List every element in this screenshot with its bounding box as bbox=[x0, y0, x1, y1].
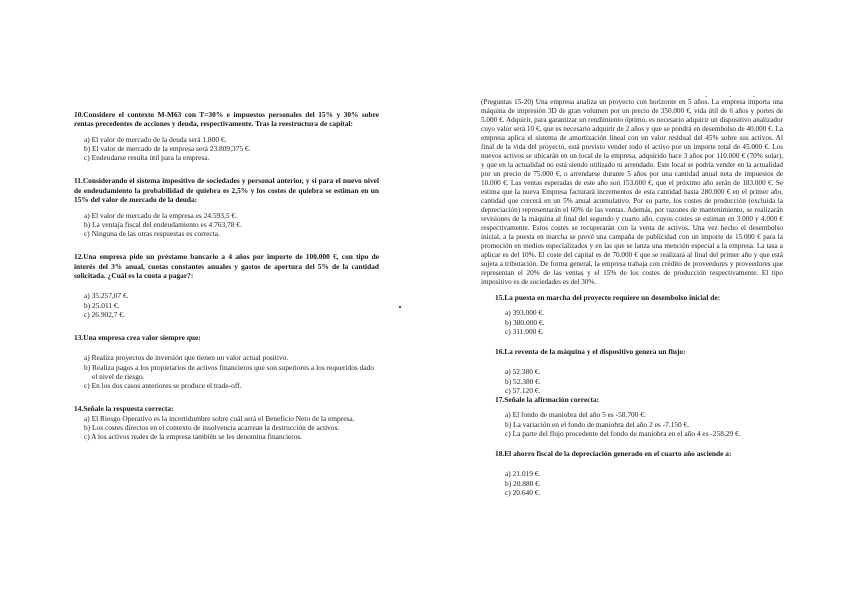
question-title: 18.El ahorro fiscal de la depreciación generado en el cuarto año asciende a: bbox=[495, 449, 732, 459]
option-c: c) 20.640 €. bbox=[505, 487, 541, 497]
option-c: c) Endeudarse resulta útil para la empresa. bbox=[84, 153, 210, 163]
option-b: b) 25.011 €. bbox=[84, 300, 120, 310]
right-column bbox=[481, 98, 783, 497]
option-c: c) En los dos casos anteriores se produce el trade-off. bbox=[84, 381, 242, 391]
option-c: c) 26.902,7 €. bbox=[84, 309, 125, 319]
option-a: a) El Riesgo Operativo es la incertidumbre sobre cuál será el Beneficio Neto de la empresa. bbox=[84, 413, 355, 423]
question-15 bbox=[495, 293, 783, 336]
option-b: b) 52.380 €. bbox=[505, 376, 541, 386]
question-12 bbox=[74, 252, 379, 319]
question-14 bbox=[74, 404, 379, 441]
question-title: 14.Señale la respuesta correcta: bbox=[74, 404, 174, 414]
question-title: 11.Considerando el sistema impositivo de sociedades y personal anterior, y si para el nuevo nivel de endeudamiento la probabilidad de quiebra es 2,5% y los costes de quiebra se estiman en un 15% del valor de mercado de la deuda: bbox=[74, 176, 379, 205]
case-statement: (Preguntas 15-20) Una empresa analiza un proyecto con horizonte en 5 años. La empresa importa una máquina de impresión 3D de gran volumen por un precio de 350.000 €, vida útil de 6 años y portes de 5.000 €. Adquirir, para garantizar un rendimiento óptimo, es necesario adquirir un dispositivo analizador cuyo valor será 10 €, que es necesario adquirir de 2 años y que se pondrá en desembolso de 40.000 €. La empresa aplica el sistema de amortización lineal con un valor residual del 45% sobre sus activos. Al final de la vida del proyecto, está previsto vender todo el activo por un importe total de 45.000 €. Los nuevos activos se ubicarán en un local de la empresa, adquirido hace 3 años por 110.000 € (70% solar), y que en la actualidad no está siendo utilizado ni arrendado. Este local se podría vender en la actualidad por un precio de 75.000 €, o arrendarse durante 5 años por una cantidad anual neta de impuestos de 10.000 €. Las ventas esperadas de este año son 153.000 €, que el próximo año serán de 183.000 €. Se estima que la nueva Empresa facturará incrementos de esta cantidad hasta 280.000 € en el primer año, cantidad que crecerá en un 5% anual acumulativo. Por su parte, los costes de producción (excluida la depreciación) representarán el 60% de las ventas. Además, por razones de mantenimiento, se realizarán revisiones de la máquina al final del segundo y cuarto año, cuyos costes se estiman en 3.000 y 4.000 € respectivamente. Estos costes se recuperarán con la venta de activos. Una vez hecho el desembolso inicial, a la puesta en marcha se prevé una campaña de publicidad con un importe de 15.000 € para la promoción en medios especializados y en las que se lanza una mención especial a la empresa. La tasa a aplicar es del 10%. El coste del capital es de 70.000 € que se realizará al final del primer año y que está sujeta a tributación. De forma general, la empresa trabaja con crédito de proveedores y proveedores que representan el 20% de las ventas y el 15% de los costes de producción respectivamente. El tipo impositivo es de sociedades es del 30%. bbox=[481, 98, 783, 286]
left-column bbox=[74, 110, 379, 441]
question-title: 17.Señale la afirmación correcta: bbox=[495, 395, 600, 405]
option-b: b) La ventaja fiscal del endeudamiento es 4.763,78 €. bbox=[84, 219, 242, 229]
option-b: b) El valor de mercado de la empresa será 23.809,375 €. bbox=[84, 144, 251, 154]
scan-mark bbox=[399, 306, 401, 308]
question-title: 10.Considere el contexto M-M63 con T=30% e impuestos personales del 15% y 30% sobre rentas precedentes de acciones y deuda, respectivamente. Tras la reestructura de capital: bbox=[74, 110, 379, 129]
question-10 bbox=[74, 110, 379, 162]
option-c: c) Ninguna de las otras respuestas es correcta. bbox=[84, 229, 220, 239]
option-c: c) La parte del flujo procedente del fondo de maniobra en el año 4 es -258,29 €. bbox=[505, 428, 741, 438]
option-a: a) El fondo de maniobra del año 5 es -58.700 €. bbox=[505, 410, 646, 420]
question-17 bbox=[495, 395, 783, 438]
option-c: c) A los activos reales de la empresa también se les denomina financieros. bbox=[84, 432, 303, 442]
option-a: a) El valor de mercado de la empresa es 24.593,5 €. bbox=[84, 210, 237, 220]
question-11 bbox=[74, 176, 379, 238]
header-marks: . . . bbox=[705, 90, 765, 99]
option-c: c) 311.000 €. bbox=[505, 326, 544, 336]
option-b: b) La variación en el fondo de maniobra del año 2 es -7.150 €. bbox=[505, 419, 690, 429]
option-b: b) 380.000 €. bbox=[505, 317, 545, 327]
option-b: b) Realiza pagos a los propietarios de activos financieros que son superiores a los requeridos dado el nivel de riesgo. bbox=[84, 362, 374, 381]
option-a: a) 35.257,07 €. bbox=[84, 291, 129, 301]
option-a: a) 21.019 €. bbox=[505, 469, 541, 479]
question-16 bbox=[495, 347, 783, 395]
option-b: b) 20.880 €. bbox=[505, 478, 541, 488]
option-b: b) Los costes directos en el contexto de insolvencia acarrean la destrucción de activos. bbox=[84, 422, 340, 432]
question-title: 15.La puesta en marcha del proyecto requiere un desembolso inicial de: bbox=[495, 293, 721, 302]
question-title: 13.Una empresa crea valor siempre que: bbox=[74, 333, 201, 343]
option-a: a) El valor de mercado de la deuda será 1.800 €. bbox=[84, 134, 227, 144]
question-title: 16.La reventa de la máquina y el dispositivo genera un flujo: bbox=[495, 347, 686, 357]
question-title: 12.Una empresa pide un préstamo bancario a 4 años por importe de 100.000 €, con tipo de interés del 3% anual, cuotas constantes anuales y gastos de apertura del 5% de la cantidad solicitada. ¿Cuál es la cuota a pagar?: bbox=[74, 252, 379, 281]
option-a: a) Realiza proyectos de inversión que tienen un valor actual positivo. bbox=[84, 353, 289, 363]
question-13 bbox=[74, 333, 379, 390]
option-a: a) 52.380 €. bbox=[505, 367, 541, 377]
question-18 bbox=[495, 449, 783, 497]
option-a: a) 393.000 €. bbox=[505, 308, 544, 318]
option-c: c) 57.120 €. bbox=[505, 385, 541, 395]
